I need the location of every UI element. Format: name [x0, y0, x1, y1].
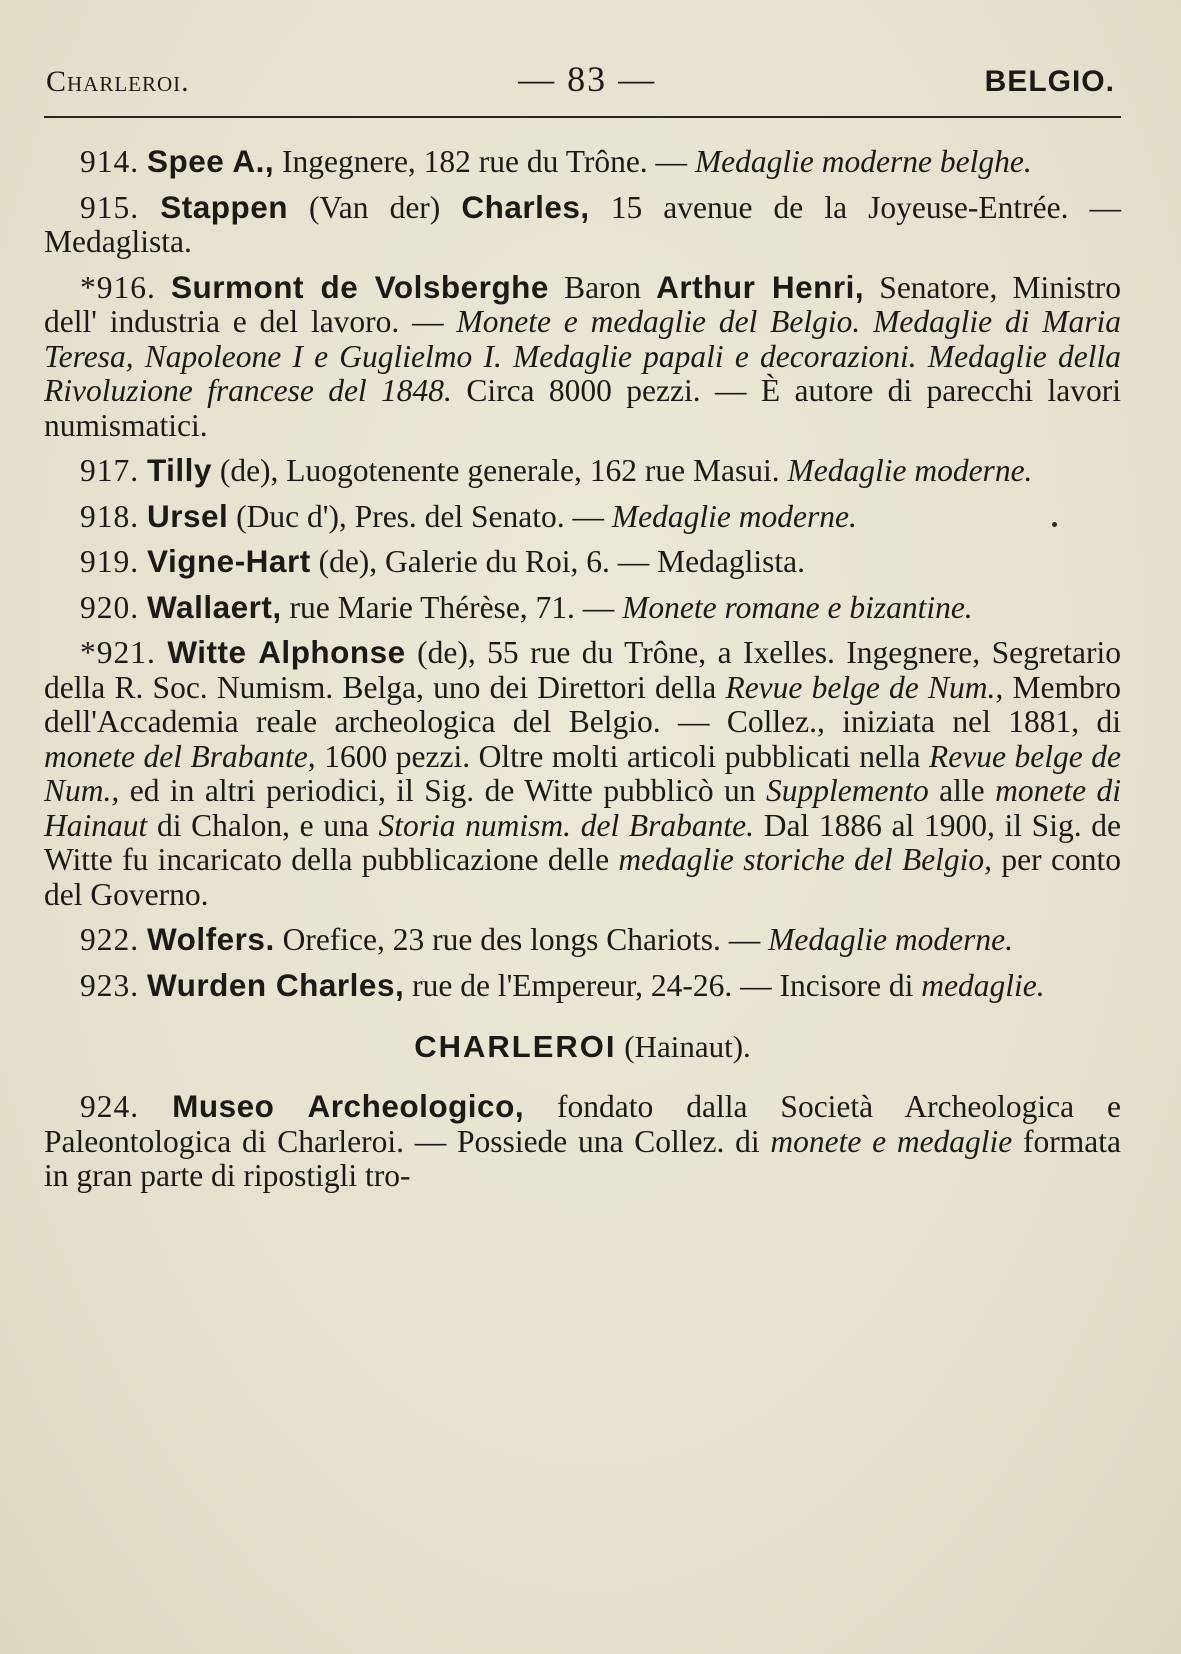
entry-number: *921.	[80, 635, 156, 670]
running-head-country: BELGIO.	[984, 65, 1115, 98]
entry-collection: Medaglie moderne.	[611, 498, 857, 534]
entry-number: 918.	[80, 498, 140, 534]
section-city: CHARLEROI	[414, 1029, 617, 1064]
entry-name-2: Arthur Henri,	[656, 268, 865, 305]
entry-italic-7: medaglie storiche del Belgio,	[618, 842, 993, 877]
entry-number: 924.	[80, 1089, 140, 1124]
entry-text-6: di Chalon, e una	[147, 807, 379, 843]
entry-text: Orefice, 23 rue des longs Chariots. —	[274, 922, 769, 957]
entry-923	[44, 968, 1121, 1004]
entry-name: Wolfers.	[147, 921, 275, 957]
running-head-city: Charleroi.	[46, 65, 190, 98]
entry-920	[44, 590, 1121, 626]
entry-number: 923.	[80, 967, 140, 1003]
entry-number: 919.	[80, 544, 140, 579]
entry-name: Wurden Charles,	[147, 966, 405, 1003]
entry-text: Ingegnere, 182 rue du Trône. —	[274, 144, 695, 179]
entry-collection: Medaglie moderne.	[768, 922, 1014, 957]
entry-collection: Monete romane e bizantine.	[622, 589, 973, 625]
entry-text-2: Senatore, Ministro dell' industria e del lavoro. —	[44, 269, 1122, 339]
entry-915	[44, 190, 1121, 260]
entry-number: 920.	[80, 589, 140, 625]
entry-text-2: 15 avenue de la Joyeuse-Entrée. — Medaglista.	[44, 189, 1122, 259]
entry-text: Baron	[548, 269, 657, 305]
entry-text: (de), Galerie du Roi, 6. — Medaglista.	[310, 544, 805, 579]
entry-text-7: Dal 1886 al 1900, il Sig. de Witte fu incaricato della pubblicazione delle	[44, 807, 1121, 877]
section-region: (Hainaut).	[616, 1029, 751, 1064]
margin-speck	[1052, 522, 1057, 527]
entry-name: Wallaert,	[147, 588, 282, 625]
entry-italic-2: monete del Brabante,	[44, 738, 316, 774]
entry-921	[44, 635, 1121, 912]
entry-name: Stappen	[160, 188, 288, 225]
entry-914	[44, 144, 1121, 180]
entry-name: Spee A.,	[147, 143, 275, 179]
entry-collection: Monete e medaglie del Belgio. Medaglie di Maria Teresa, Napoleone I e Guglielmo I. Medaglie papali e decorazioni. Medaglie della Rivoluzione francese del 1848.	[44, 304, 1121, 408]
entry-number: *916.	[80, 269, 156, 305]
entry-917	[44, 453, 1121, 489]
running-head	[44, 58, 1121, 118]
entry-text-5: alle	[928, 773, 996, 808]
entry-text: rue Marie Thérèse, 71. —	[281, 589, 623, 625]
entry-collection: monete e medaglie	[770, 1123, 1013, 1159]
entry-collection: medaglie.	[921, 967, 1045, 1003]
entry-text-2: formata in gran parte di ripostigli tro-	[44, 1123, 1121, 1193]
entry-name: Vigne-Hart	[147, 543, 311, 579]
entry-text: rue de l'Empereur, 24-26. — Incisore di	[404, 967, 922, 1003]
entry-916	[44, 270, 1121, 444]
entry-italic-3: Revue belge de Num.,	[44, 738, 1121, 808]
entry-text-8: per conto del Governo.	[44, 842, 1121, 912]
entry-collection: Medaglie moderne.	[787, 453, 1033, 488]
entry-name: Museo Archeologico,	[172, 1088, 525, 1124]
entry-italic-6: Storia numism. del Brabante.	[378, 807, 755, 843]
entry-collection: Medaglie moderne belghe.	[694, 144, 1032, 179]
entry-name: Tilly	[147, 452, 212, 488]
entry-text-4: ed in altri periodici, il Sig. de Witte pubblicò un	[119, 773, 766, 808]
entry-919	[44, 544, 1121, 580]
entry-text: (Van der)	[287, 189, 462, 225]
entry-text: (de), 55 rue du Trône, a Ixelles. Ingegnere, Segretario della R. Soc. Numism. Belga, uno dei Direttori della	[44, 635, 1122, 705]
entry-922	[44, 922, 1121, 958]
entry-text: (de), Luogotenente generale, 162 rue Masui.	[211, 453, 788, 488]
entry-text-2: Membro dell'Accademia reale archeologica del Belgio. — Collez., iniziata nel 1881, di	[44, 669, 1121, 739]
entry-italic-5: monete di Hainaut	[44, 773, 1122, 843]
entry-text-3: 1600 pezzi. Oltre molti articoli pubblicati nella	[315, 738, 929, 774]
entry-name: Surmont de Volsberghe	[171, 268, 549, 305]
entry-number: 917.	[80, 453, 140, 488]
entry-name: Witte Alphonse	[167, 634, 406, 670]
entry-text: fondato dalla Società Archeologica e Paleontologica di Charleroi. — Possiede una Collez. di	[44, 1089, 1121, 1159]
entry-918	[44, 499, 1121, 535]
entry-name-2: Charles,	[461, 188, 590, 225]
entry-italic-1: Revue belge de Num.,	[725, 669, 1004, 705]
entry-number: 915.	[80, 189, 140, 225]
entry-name: Ursel	[147, 497, 229, 534]
page-number: — 83 —	[518, 59, 657, 99]
entry-924	[44, 1089, 1121, 1194]
entry-text: (Duc d'), Pres. del Senato. —	[228, 498, 612, 534]
entry-number: 922.	[80, 922, 140, 957]
entry-text-3: Circa 8000 pezzi. — È autore di parecchi lavori numismatici.	[44, 373, 1121, 443]
section-heading	[44, 1029, 1121, 1065]
entry-italic-4: Supplemento	[766, 773, 929, 808]
entry-number: 914.	[80, 144, 140, 179]
